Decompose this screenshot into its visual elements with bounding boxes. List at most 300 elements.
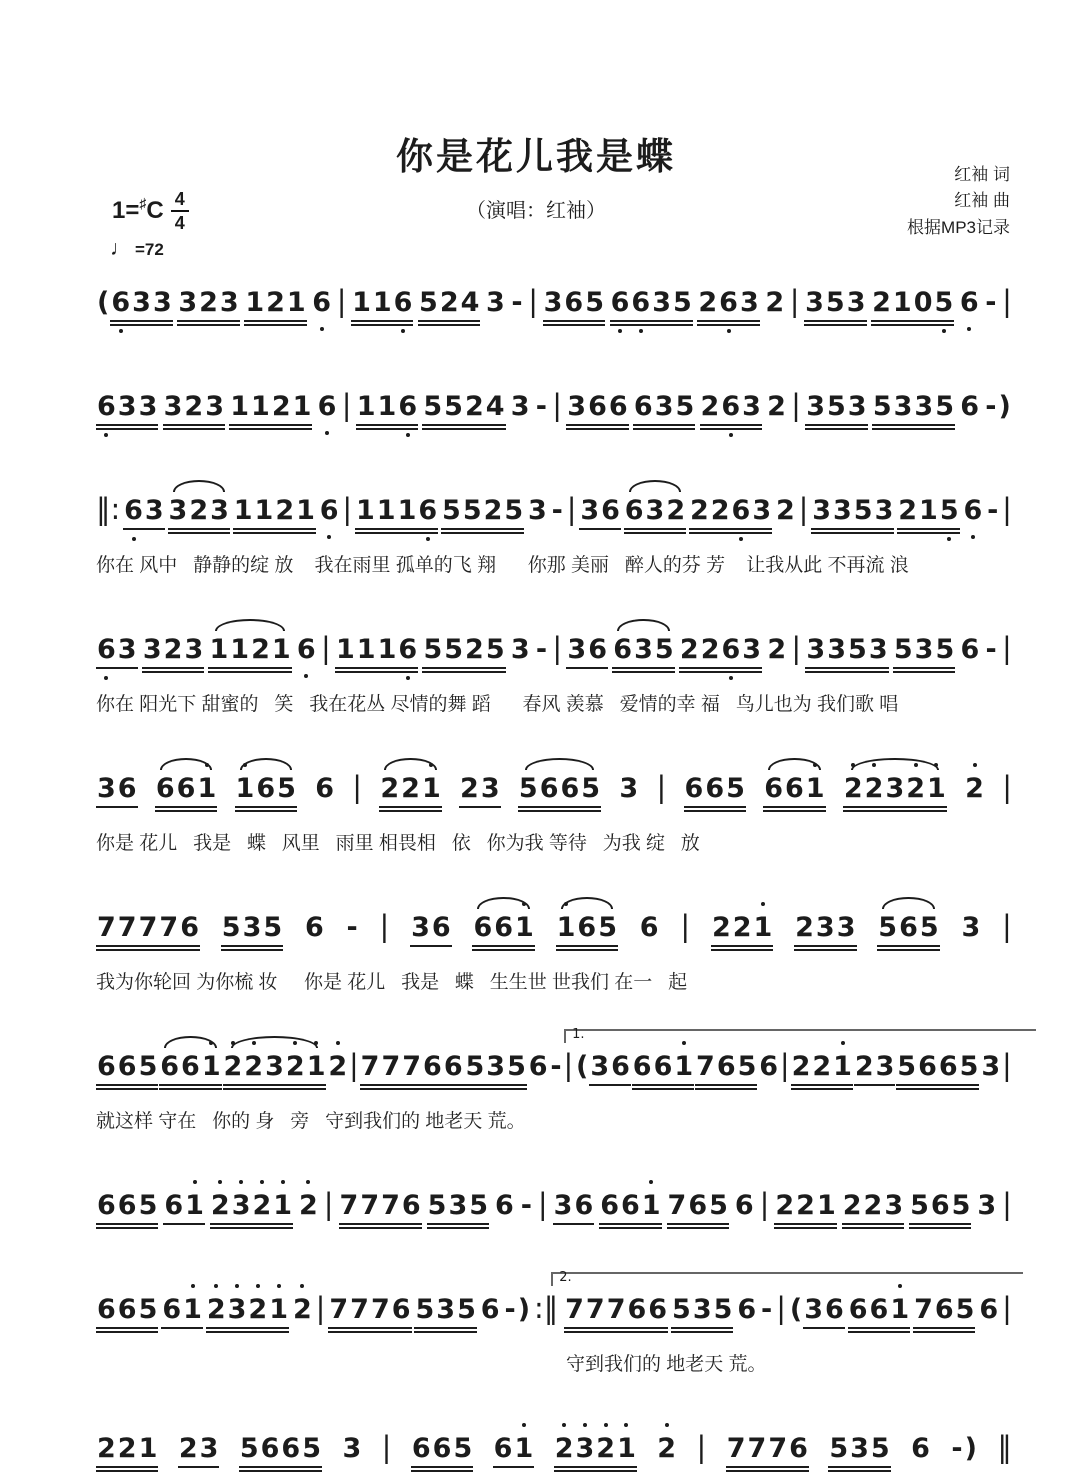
note-group [459,773,501,808]
octave-dot-above [193,1180,197,1184]
note-group [441,495,524,530]
octave-dot-below [967,327,971,331]
note-char: 3 [96,773,117,808]
note-char: 2 [298,1190,319,1221]
octave-dot-below [304,674,308,678]
note-char: 5 [955,1294,976,1329]
note-char: 5 [584,287,605,322]
octave-dot-above [191,1284,195,1288]
note-char: 6 [401,1190,422,1225]
note-group [319,495,340,526]
note-char: 5 [713,1294,734,1329]
barline: | [528,284,539,318]
note-group [985,634,998,665]
note-group [566,391,628,426]
note-char: 6 [720,391,741,426]
note-char: 6 [824,1294,845,1329]
barline: ‖ [997,1430,1012,1464]
note-group [355,495,438,530]
note-group [671,1294,733,1329]
note-group [897,495,959,530]
note-group [418,287,480,322]
note-char: 1 [377,634,398,669]
note-char: 5 [825,287,846,322]
note-char: 2 [198,287,219,322]
lyrics-line: 你在 阳光下 甜蜜的 笑 我在花丛 尽情的舞 蹈 春风 羡慕 爱情的幸 福 鸟儿也为 我们歌 唱 [96,694,899,715]
note-char: - [761,1294,773,1325]
note-char: 6 [620,1190,641,1225]
note-char: 1 [254,495,275,530]
note-char: 2 [795,1190,816,1225]
note-char: 6 [721,634,742,669]
note-char: 2 [250,634,271,669]
note-char: 2 [285,1051,306,1086]
note-char: 5 [485,634,506,669]
note-char: 3 [209,495,230,530]
note-group [327,1051,348,1082]
note-char: 1 [138,1433,159,1468]
note-char: 5 [138,1294,159,1329]
note-char: 2 [765,287,785,318]
note-group [842,1190,904,1225]
note-group [766,391,787,422]
note-char: 1 [235,773,256,808]
note-char: 0 [913,287,934,322]
octave-dot-above [624,1423,628,1427]
octave-dot-below [325,431,329,435]
note-char: 2 [379,773,400,808]
notes-row [96,1414,1012,1480]
note-char: 2 [188,495,209,530]
note-char: 5 [452,1433,473,1468]
note-group [986,495,999,526]
note-char: 7 [349,1294,370,1329]
lyrics-line: 你在 风中 静静的绽 放 我在雨里 孤单的飞 翔 你那 美丽 醉人的芬 芳 让我从此 不再流 浪 [96,555,909,576]
note-group [579,495,621,530]
note-char: 6 [180,1051,201,1086]
note-group [351,287,413,322]
note-group [909,1190,971,1225]
note-char: 2 [400,773,421,808]
note-char: 5 [443,634,464,669]
note-group [843,773,947,808]
note-char: 2 [811,1051,832,1086]
music-line [96,1270,1012,1376]
note-char: 5 [443,391,464,426]
note-char: 2 [700,391,721,426]
note-char: 2 [327,1051,348,1082]
note-char: 6 [411,1433,432,1468]
octave-dot-above [562,1423,566,1427]
note-group [427,1190,489,1225]
note-char: 2 [700,634,721,669]
note-group [763,773,825,808]
note-char: 5 [427,1190,448,1225]
note-char: 6 [788,1433,809,1468]
note-group [554,1433,637,1468]
note-group [163,1190,205,1225]
note-char: 6 [311,287,332,318]
barline: | [791,631,802,665]
barline: | [349,1048,359,1082]
note-char: 5 [422,634,443,669]
note-char: 6 [528,1051,548,1082]
barline: | [566,492,577,526]
note-char: 6 [653,1051,674,1086]
note-group [984,287,997,318]
note-group [494,1190,515,1221]
note-char: 3 [805,634,826,669]
note-char: 3 [741,391,762,426]
note-group [618,773,639,804]
note-char: 6 [608,391,629,426]
note-char: 3 [528,495,547,526]
octave-dot-above [914,763,918,767]
volta-label: 2. [559,1270,572,1285]
note-char: 1 [286,287,307,322]
note-char: 5 [414,1294,435,1329]
octave-dot-below [119,329,123,333]
note-char: 3 [204,391,225,426]
note-char: 7 [913,1294,934,1329]
note-char: 1 [753,912,774,947]
note-char: 3 [751,495,772,530]
note-char: 7 [667,1190,688,1225]
note-char: 1 [355,495,376,530]
note-char: 7 [726,1433,747,1468]
note-char: 6 [96,391,117,426]
note-group [341,1433,362,1464]
note-char: 1 [805,773,826,808]
notes-row [96,372,1012,438]
note-char: 6 [734,1190,754,1221]
note-char: 7 [360,1051,381,1086]
note-group [543,287,605,322]
barline: | [1001,1048,1012,1082]
octave-dot-above [872,763,876,767]
note-group [411,1433,473,1468]
note-char: 6 [911,1433,930,1464]
note-group [159,1051,221,1086]
lyrics-line: 守到我们的 地老天 荒。 [566,1354,767,1375]
note-char: 1 [816,1190,837,1225]
note-char: 7 [117,912,138,947]
note-char: 6 [317,391,338,422]
note-group [510,634,531,665]
barline: | [1002,1187,1012,1221]
note-group [964,773,985,804]
note-group [96,287,173,322]
note-char: 2 [697,287,718,322]
barline: | [537,1187,548,1221]
note-char: 1 [889,1294,910,1329]
note-char: 6 [260,1433,281,1468]
note-char: 3 [692,1294,713,1329]
note-char: 2 [710,495,731,530]
barline: | [379,909,390,943]
note-char: 2 [183,391,204,426]
note-group [304,912,325,943]
note-char: 5 [934,634,955,669]
note-char: 2 [464,391,485,426]
note-group [950,1433,978,1464]
note-char: 2 [864,773,885,808]
note-char: 1 [201,1051,222,1086]
octave-dot-below [971,535,975,539]
note-char: 4 [460,287,481,322]
note-group [575,1051,631,1086]
note-char: 3 [144,495,165,530]
note-char: 6 [319,495,340,526]
note-char: 5 [828,1433,849,1468]
score [0,268,1072,1480]
octave-dot-above [260,1180,264,1184]
volta-bracket-line [564,1029,1036,1043]
octave-dot-below [401,329,405,333]
note-group [123,495,165,530]
note-char: 2 [439,287,460,322]
note-char: 5 [951,1190,972,1225]
octave-dot-above [934,763,938,767]
note-char: ( [575,1051,589,1082]
note-char: 2 [775,495,795,526]
octave-dot-above [293,1041,297,1045]
note-char: 6 [393,287,414,322]
note-group [96,1190,158,1225]
note-char: 6 [315,773,335,804]
octave-dot-below [132,537,136,541]
note-char: 3 [579,495,600,530]
note-char: 5 [893,634,914,669]
octave-dot-above [649,1180,653,1184]
quarter-note-icon: ♩ [110,237,131,260]
octave-dot-below [739,537,743,541]
note-char: 6 [176,773,197,808]
credit-composer: 红袖 曲 [954,191,1010,211]
note-char: 1 [229,634,250,669]
note-char: - [550,1051,562,1082]
note-group [789,1294,845,1329]
note-group [311,287,332,318]
octave-dot-above [851,763,855,767]
note-char: 3 [815,912,836,947]
note-char: 5 [506,1051,527,1086]
note-char: 2 [897,495,918,530]
note-group [518,773,601,808]
note-char: 2 [905,773,926,808]
octave-dot-above [813,763,817,767]
note-char: 2 [206,1294,227,1329]
note-char: 1 [616,1433,637,1468]
note-char: 5 [909,1190,930,1225]
note-char: 2 [464,634,485,669]
note-char: 3 [117,391,138,426]
note-char: 6 [960,634,980,665]
note-group [346,912,359,943]
note-group [168,495,230,530]
note-char: 6 [784,773,805,808]
music-line [96,476,1012,577]
notes-row [96,754,1012,820]
note-char: 3 [510,391,530,422]
note-char: 7 [695,1051,716,1086]
barline: | [381,1430,392,1464]
note-char: 6 [737,1294,757,1325]
octave-dot-above [252,1041,256,1045]
note-group [726,1433,809,1468]
note-char: 3 [977,1190,997,1221]
note-char: 5 [221,912,242,947]
note-char: 5 [456,1294,477,1329]
note-char: 3 [589,1051,610,1086]
note-char: 1 [229,391,250,426]
note-char: 3 [231,1190,252,1225]
note-group [632,1051,694,1086]
note-char: 3 [884,773,905,808]
note-char: 2 [459,773,480,808]
note-char: 2 [243,1051,264,1086]
note-char: 3 [227,1294,248,1329]
note-char: 3 [893,391,914,426]
note-char: 6 [280,1433,301,1468]
note-group [633,391,695,426]
note-char: 3 [480,773,501,808]
note-char: 7 [96,912,117,947]
note-char: 7 [380,1190,401,1225]
note-char: 6 [397,634,418,669]
note-char: 5 [853,495,874,530]
note-char: 6 [718,287,739,322]
note-char: 6 [610,287,631,322]
note-char: 1 [351,287,372,322]
note-group [610,287,693,322]
barline: | [791,388,801,422]
music-line [96,1171,1012,1237]
note-char: 6 [959,287,980,318]
note-char: 6 [123,495,144,530]
note-char: 6 [869,1294,890,1329]
note-char: 6 [898,912,919,947]
octave-dot-above [214,1284,218,1288]
note-group [155,773,217,808]
octave-dot-above [235,1284,239,1288]
note-char: 6 [117,773,138,808]
note-char: 5 [672,287,693,322]
tempo-marking [110,237,164,261]
note-group [235,773,297,808]
note-char: 2 [595,1433,616,1468]
note-char: 2 [791,1051,812,1086]
octave-dot-above [973,763,977,767]
octave-dot-above [277,1284,281,1288]
note-group [317,391,338,422]
note-char: 7 [158,912,179,947]
note-group [510,287,523,318]
note-char: 2 [767,391,786,422]
note-char: 6 [443,1051,464,1086]
note-char: ) [964,1433,977,1464]
note-char: 2 [163,634,184,669]
note-char: 2 [711,912,732,947]
note-char: 6 [633,391,654,426]
sharp-icon: ♯ [139,195,147,211]
note-char: 5 [934,391,955,426]
note-group [828,1433,890,1468]
note-group [178,1433,220,1468]
note-group [464,1051,526,1086]
note-group [711,912,773,947]
barline: ‖: [96,492,121,526]
note-group [872,391,955,426]
note-char: 4 [485,391,506,426]
barline: | [315,1291,326,1325]
note-group [553,1190,595,1225]
note-group [520,1190,533,1221]
note-char: 2 [679,634,700,669]
music-line [96,754,1012,855]
note-char: 2 [843,773,864,808]
note-group [667,1190,729,1225]
octave-dot-above [300,1284,304,1288]
note-char: 6 [587,391,608,426]
note-group [679,634,762,669]
note-char: 1 [892,287,913,322]
note-char: 3 [510,634,530,665]
key-letter: C [146,197,164,224]
note-char: ( [97,287,110,318]
octave-dot-below [618,329,622,333]
note-group [695,1051,757,1086]
note-group [697,287,759,322]
note-char: 3 [846,287,867,322]
note-char: 7 [606,1294,627,1329]
note-char: ( [789,1294,803,1325]
note-char: 6 [630,287,651,322]
song-title: 你是花儿我是蝶 [396,136,676,177]
note-group [298,1190,319,1221]
note-char: 6 [179,912,200,947]
note-char: 6 [431,912,452,947]
note-char: 3 [913,391,934,426]
note-char: 2 [767,634,787,665]
note-char: 5 [877,912,898,947]
note-group [206,1294,289,1329]
note-char: 3 [633,634,654,669]
note-char: 2 [292,1294,313,1325]
note-char: 1 [556,912,577,947]
note-char: 1 [513,1433,534,1468]
note-group [96,634,138,669]
note-group [335,634,418,669]
note-char: 3 [553,1190,574,1225]
note-group [480,1294,501,1325]
barline: | [1002,284,1012,318]
music-line [96,1027,1012,1133]
note-char: 6 [96,634,117,669]
music-line [96,372,1012,438]
note-char: 2 [265,287,286,322]
note-char: 6 [493,912,514,947]
note-char: 6 [417,495,438,530]
octave-dot-above [218,1180,222,1184]
note-char: 7 [359,1190,380,1225]
note-char: 6 [731,495,752,530]
notes-row [96,476,1012,542]
octave-dot-below [327,535,331,539]
note-group [764,287,785,318]
barline: :‖ [533,1291,559,1325]
note-group [854,1051,896,1086]
